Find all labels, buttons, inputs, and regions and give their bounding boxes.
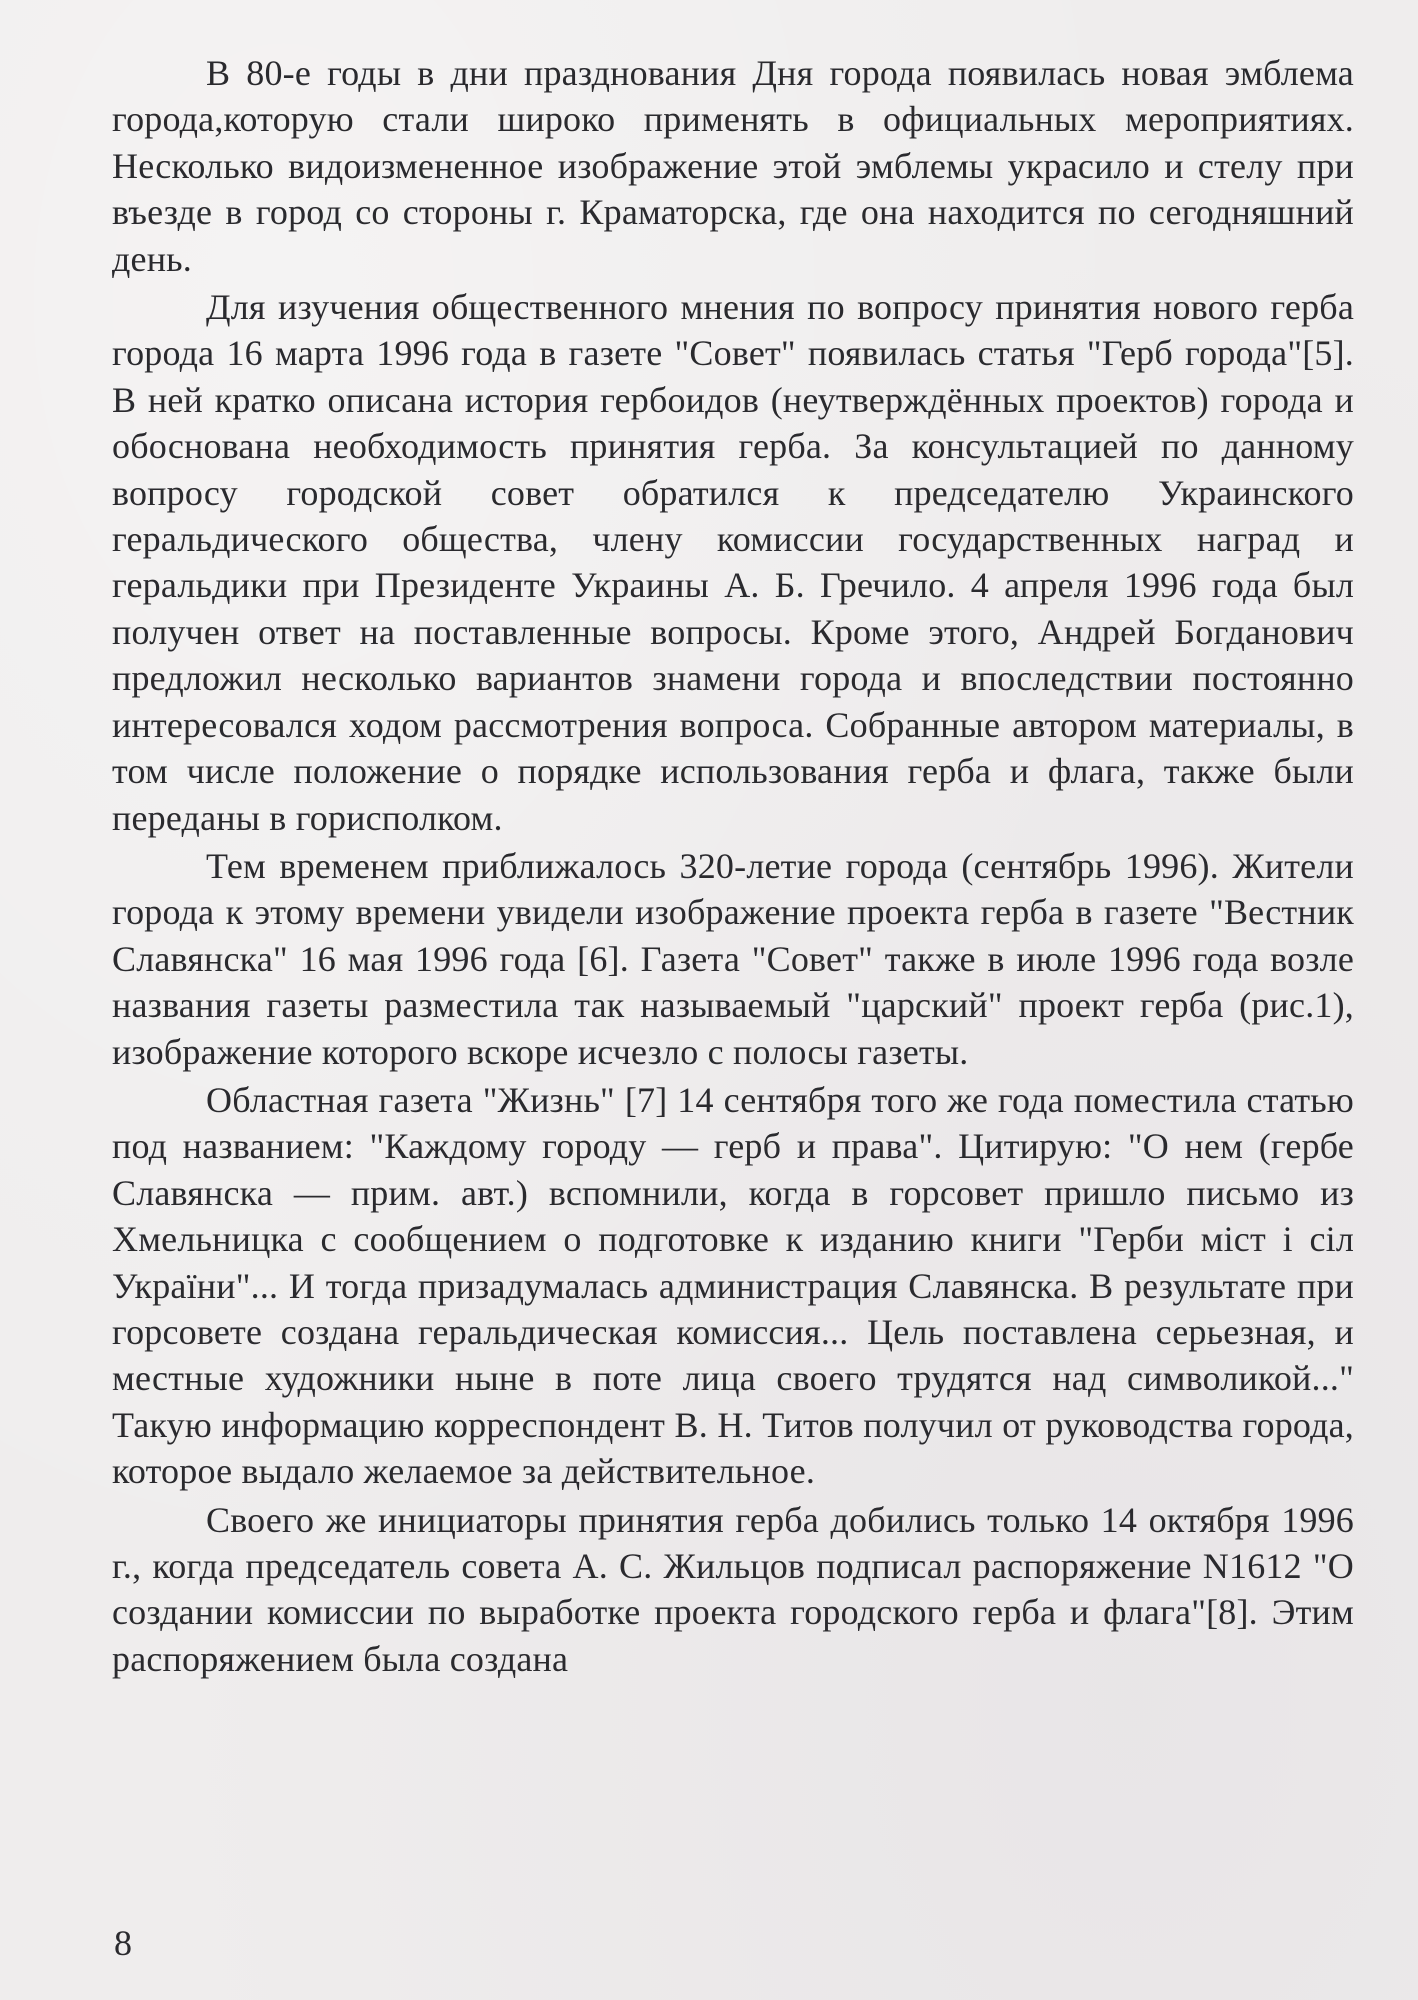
body-text	[112, 50, 1354, 1682]
paragraph-commission-order: Своего же инициаторы принятия герба добились только 14 октября 1996 г., когда председатель совета А. С. Жильцов подписал распоряжение N1612 "О создании комиссии по выработке проекта городского герба и флага"[8]. Этим распоряжением была создана	[112, 1499, 1354, 1679]
paragraph-regional-newspaper: Областная газета "Жизнь" [7] 14 сентября того же года поместила статью под названием: "Каждому городу — герб и права". Цитирую: "О нем (гербе Славянска — прим. авт.) вспомнили, когда в горсовет пришло письмо из Хмельницка с сообщением о подготовке к изданию книги "Герби міст і сіл України"... И тогда призадумалась администрация Славянска. В результате при горсовете создана геральдическая комиссия... Цель поставлена серьезная, и местные художники ныне в поте лица своего трудятся над символикой..." Такую информацию корреспондент В. Н. Титов получил от руководства города, которое выдало желаемое за действительное.	[112, 1079, 1354, 1492]
paragraph-emblem-80s: В 80-е годы в дни празднования Дня города появилась новая эмблема города,которую стали широко применять в официальных мероприятиях. Несколько видоизмененное изображение этой эмблемы украсило и стелу при въезде в город со стороны г. Краматорска, где она находится по сегодняшний день.	[112, 53, 1354, 279]
paragraph-public-opinion: Для изучения общественного мнения по вопросу принятия нового герба города 16 марта 1996 года в газете "Совет" появилась статья "Герб города"[5]. В ней кратко описана история гербоидов (неутверждённых проектов) города и обоснована необходимость принятия герба. За консультацией по данному вопросу городской совет обратился к председателю Украинского геральдического общества, члену комиссии государственных наград и геральдики при Президенте Украины А. Б. Гречило. 4 апреля 1996 года был получен ответ на поставленные вопросы. Кроме этого, Андрей Богданович предложил несколько вариантов знамени города и впоследствии постоянно интересовался ходом рассмотрения вопроса. Собранные автором материалы, в том числе положение о порядке использования герба и флага, также были переданы в горисполком.	[112, 287, 1354, 838]
page-number: 8	[114, 1923, 132, 1963]
paragraph-city-anniversary: Тем временем приближалось 320-летие города (сентябрь 1996). Жители города к этому времени увидели изображение проекта герба в газете "Вестник Славянска" 16 мая 1996 года [6]. Газета "Совет" также в июле 1996 года возле названия газеты разместила так называемый "царский" проект герба (рис.1), изображение которого вскоре исчезло с полосы газеты.	[112, 845, 1354, 1072]
